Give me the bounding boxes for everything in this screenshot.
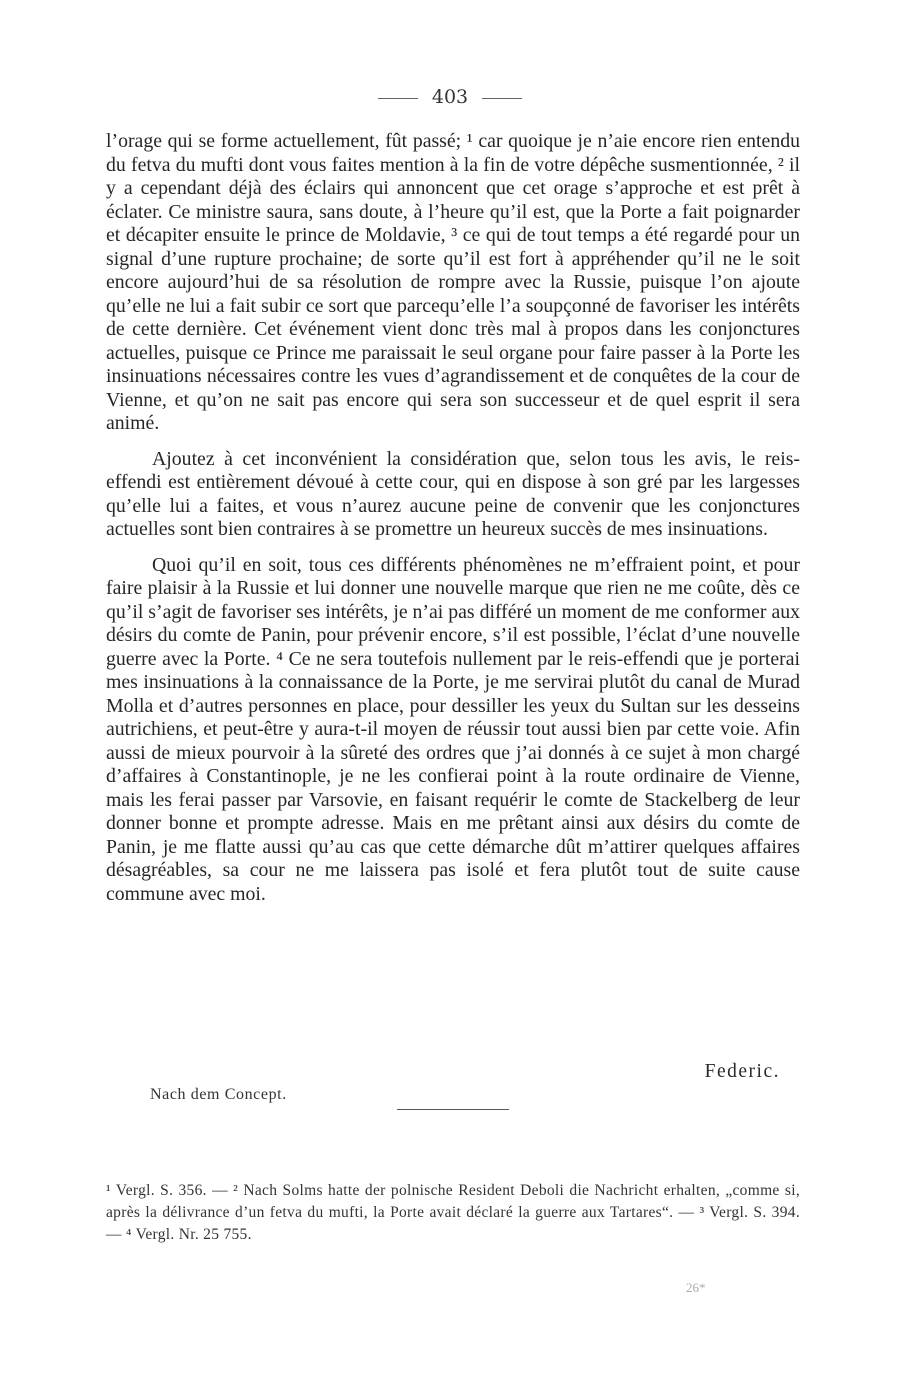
main-text [106, 130, 800, 918]
page-number: 403 [431, 86, 469, 108]
letter-signature: Federic. [704, 1061, 780, 1082]
footnotes: ¹ Vergl. S. 356. — ² Nach Solms hatte der polnische Resident Deboli die Nachricht erhalten, „comme si, après la délivrance d’un fetva du mufti, la Porte avait déclaré la guerre aux Tartares“. — ³ Vergl. S. 394. — ⁴ Vergl. Nr. 25 755. [106, 1182, 800, 1243]
footnote-separator [397, 1109, 509, 1110]
paragraph-3: Quoi qu’il en soit, tous ces différents phénomènes ne m’effraient point, et pour faire plaisir à la Russie et lui donner une nouvelle marque que rien ne me coûte, dès ce qu’il s’agit de favoriser ses intérêts, je n’ai pas différé un moment de me conformer aux désirs du comte de Panin, pour prévenir encore, s’il est possible, l’éclat d’une nouvelle guerre avec la Porte. ⁴ Ce ne sera toutefois nullement par le reis-effendi que je porterai mes insinuations à la connaissance de la Porte, je me servirai plutôt du canal de Murad Molla et d’autres personnes en place, pour dessiller les yeux du Sultan sur les desseins autrichiens, et peut-être y aura-t-il moyen de réussir tout aussi bien par cette voie. Afin aussi de mieux pourvoir à la sûreté des ordres que j’ai donnés à ce sujet à mon chargé d’affaires à Constantinople, je ne les confierai point à la route ordinaire de Vienne, mais les ferai passer par Varsovie, en faisant requérir le comte de Stackelberg de leur donner bonne et prompte adresse. Mais en me prêtant ainsi aux désirs du comte de Panin, je me flatte aussi qu’au cas que cette démarche dût m’attirer quelques affaires désagréables, sa cour ne me laissera pas isolé et fera plutôt tout de suite cause commune avec moi. [106, 553, 800, 905]
paragraph-1: l’orage qui se forme actuellement, fût passé; ¹ car quoique je n’aie encore rien entendu du fetva du mufti dont vous faites mention à la fin de votre dépêche susmentionnée, ² il y a cependant déjà des éclairs qui annoncent que cet orage s’approche et est prêt à éclater. Ce ministre saura, sans doute, à l’heure qu’il est, que la Porte a fait poignarder et décapiter ensuite le prince de Moldavie, ³ ce qui de tout temps a été regardé pour un signal d’une rupture prochaine; de sorte qu’il est fort à appréhender qu’il ne le soit encore aujourd’hui de sa résolution de rompre avec la Russie, puisque l’on ajoute qu’elle ne lui a fait subir ce sort que parcequ’elle l’a soupçonné de favoriser les intérêts de cette dernière. Cet événement vient donc très mal à propos dans les conjonctures actuelles, puisque ce Prince me paraissait le seul organe pour faire passer à la Porte les insinuations nécessaires contre les vues d’agrandissement et de conquêtes de la cour de Vienne, et qu’on ne sait pas encore qui sera son successeur et de quel esprit il sera animé. [106, 130, 800, 434]
source-note: Nach dem Concept. [150, 1086, 287, 1103]
header-left-dash [378, 98, 418, 99]
sheet-signature-mark: 26* [686, 1280, 706, 1295]
paragraph-2: Ajoutez à cet inconvénient la considération que, selon tous les avis, le reis-effendi est entièrement dévoué à cette cour, qui en dispose à son gré par les largesses qu’elle lui a faites, et vous n’aurez aucune peine de convenir que les conjonctures actuelles sont bien contraires à se promettre un heureux succès de mes insinuations. [106, 447, 800, 540]
page-number-header [0, 86, 900, 108]
header-right-dash [482, 98, 522, 99]
